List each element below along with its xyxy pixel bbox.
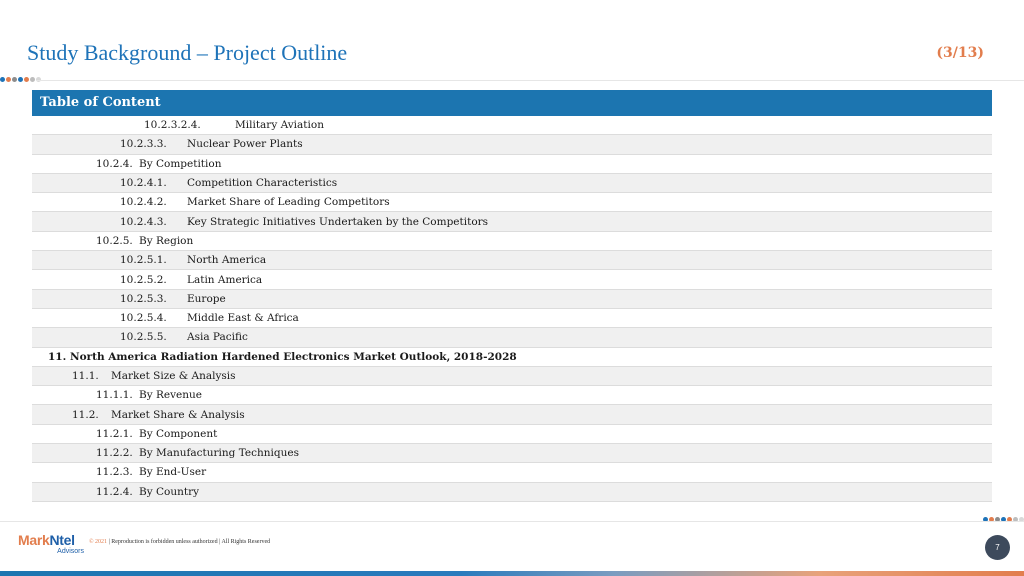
header-divider <box>36 80 1024 81</box>
toc-row <box>32 116 992 135</box>
dot-icon <box>30 77 35 82</box>
toc-row <box>32 483 992 502</box>
toc-row <box>32 463 992 482</box>
toc-row <box>32 155 992 174</box>
page-count: (3/13) <box>936 45 984 61</box>
toc-row-number: 10.2.5.2. <box>120 273 167 286</box>
toc-row <box>32 367 992 386</box>
toc-row-title: By Component <box>139 427 218 440</box>
toc-rows <box>32 116 992 502</box>
toc-row-title: North America <box>187 254 267 267</box>
toc-row <box>32 405 992 424</box>
toc-row-number: 10.2.5. <box>96 234 133 247</box>
toc-row-title: By Manufacturing Techniques <box>139 447 299 460</box>
toc-row-title: Market Share & Analysis <box>111 408 245 421</box>
logo-ntel-text: Ntel <box>49 532 75 548</box>
toc-row <box>32 425 992 444</box>
toc-row-number: 11.2.1. <box>96 427 133 440</box>
decorative-dots-left <box>0 77 41 82</box>
toc-row <box>32 290 992 309</box>
toc-row-title: Competition Characteristics <box>187 177 338 190</box>
copyright-year: © 2021 <box>89 539 108 545</box>
toc-row-number: 11.2.2. <box>96 447 133 460</box>
toc-row-number: 10.2.5.5. <box>120 331 167 344</box>
toc-row <box>32 386 992 405</box>
toc-row-number: 10.2.4. <box>96 157 133 170</box>
dot-icon <box>12 77 17 82</box>
toc-row <box>32 193 992 212</box>
page-title: Study Background – Project Outline <box>27 40 348 65</box>
toc-row <box>32 444 992 463</box>
toc-row-number: 10.2.5.4. <box>120 312 167 325</box>
dot-icon <box>24 77 29 82</box>
dot-icon <box>18 77 23 82</box>
dot-icon <box>0 77 5 82</box>
toc-row-number: 10.2.4.1. <box>120 177 167 190</box>
toc-row <box>32 174 992 193</box>
toc-row-title: By Region <box>139 234 194 247</box>
footer-divider <box>0 521 1024 522</box>
toc-row-number: 11.2.3. <box>96 466 133 479</box>
toc-row-title: By Revenue <box>139 389 202 402</box>
toc-row-title: Europe <box>187 292 226 305</box>
toc-row-title: Latin America <box>187 273 263 286</box>
toc-row-title: By Country <box>139 485 200 498</box>
toc-row <box>32 309 992 328</box>
footer-copyright <box>89 539 270 545</box>
toc-row-number: 10.2.3.3. <box>120 138 167 151</box>
toc-row-number: 10.2.5.1. <box>120 254 167 267</box>
page-number-badge: 7 <box>985 535 1010 560</box>
toc-row-title: By End-User <box>139 466 207 479</box>
dot-icon <box>6 77 11 82</box>
footer-gradient-bar <box>0 571 1024 576</box>
toc-row-number: 11.1. <box>72 370 99 382</box>
toc-row <box>32 328 992 347</box>
toc-row-title: Middle East & Africa <box>187 312 299 325</box>
toc-row-title: Nuclear Power Plants <box>187 138 303 151</box>
toc-row-title: Key Strategic Initiatives Undertaken by the Competitors <box>187 215 489 228</box>
toc-row-number: 11.1.1. <box>96 389 133 402</box>
logo-subtitle: Advisors <box>57 548 84 555</box>
toc-row <box>32 232 992 251</box>
toc-row-number: 10.2.4.3. <box>120 215 167 228</box>
toc-heading: Table of Content <box>32 90 992 116</box>
toc-row <box>32 212 992 231</box>
toc-row-title: Market Size & Analysis <box>111 370 236 382</box>
marknel-logo <box>18 533 84 559</box>
rights-text: | Reproduction is forbidden unless authorized | All Rights Reserved <box>108 539 271 545</box>
toc-row-title: Military Aviation <box>235 119 324 132</box>
toc-row-number: 11.2.4. <box>96 485 133 498</box>
toc-row-title: North America Radiation Hardened Electronics Market Outlook, 2018-2028 <box>70 350 517 363</box>
toc-row <box>32 135 992 154</box>
toc-row-number: 10.2.5.3. <box>120 292 167 305</box>
toc-row-number: 11. <box>48 350 67 363</box>
toc-row-title: Asia Pacific <box>187 331 248 344</box>
toc-row-title: By Competition <box>139 157 222 170</box>
toc-row-number: 11.2. <box>72 408 99 421</box>
table-of-content <box>32 90 992 502</box>
logo-mark-text: Mark <box>18 532 50 548</box>
toc-row-number: 10.2.3.2.4. <box>144 119 201 132</box>
toc-row-number: 10.2.4.2. <box>120 196 167 209</box>
toc-row <box>32 348 992 367</box>
toc-row <box>32 270 992 289</box>
toc-row <box>32 251 992 270</box>
toc-row-title: Market Share of Leading Competitors <box>187 196 390 209</box>
